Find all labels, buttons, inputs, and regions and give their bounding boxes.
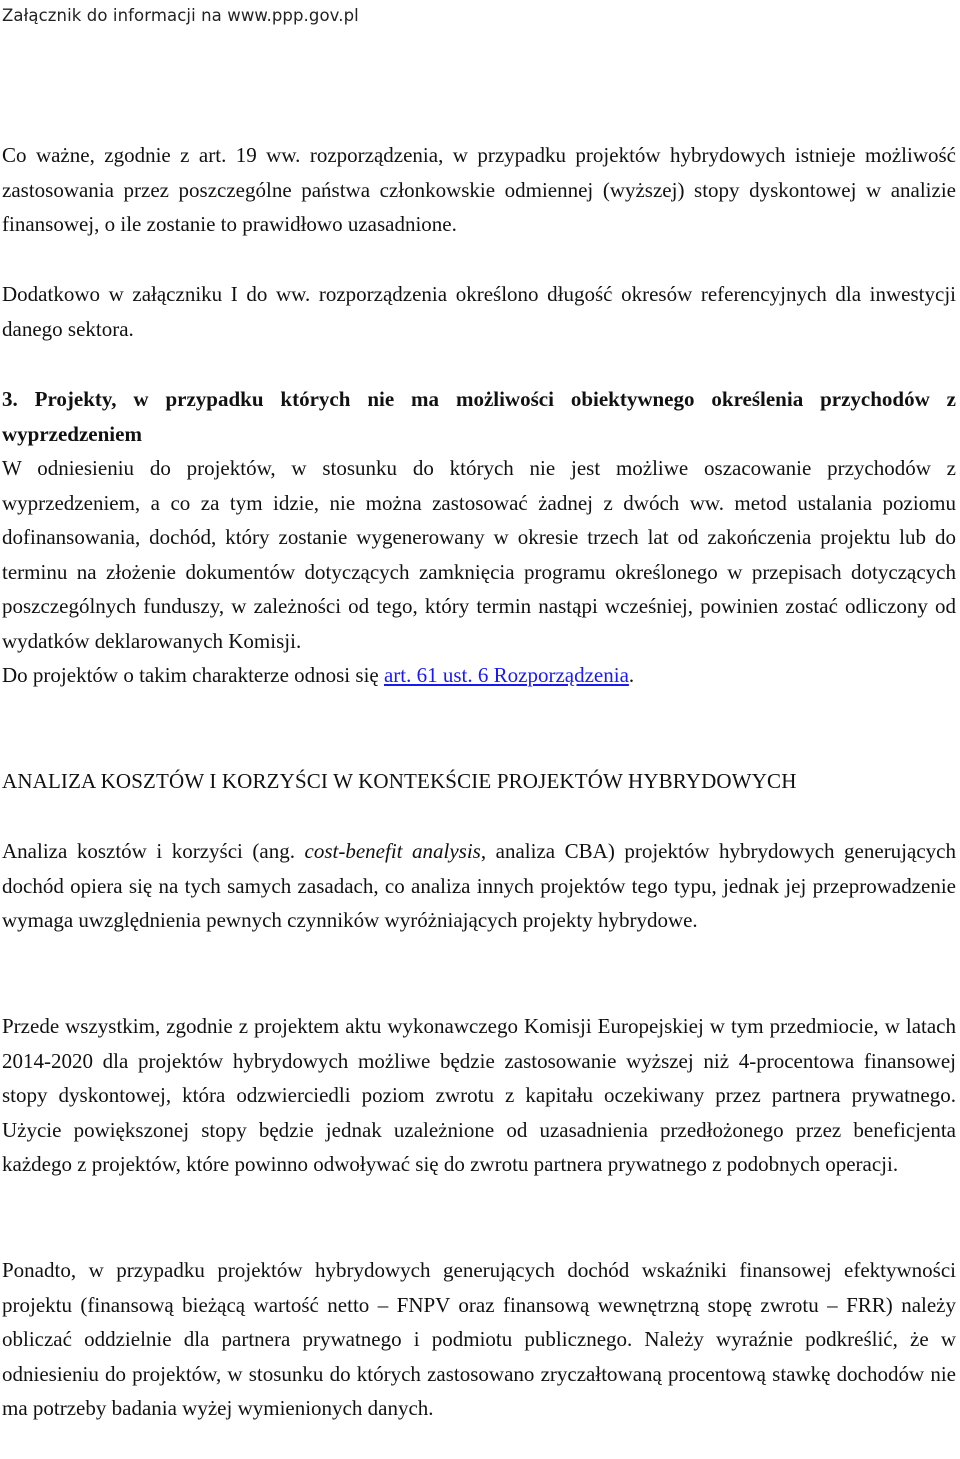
regulation-link[interactable]: art. 61 ust. 6 Rozporządzenia [383, 663, 629, 687]
reference-prefix: Do projektów o takim charakterze odnosi się [2, 663, 384, 687]
paragraph-text: Ponadto, w przypadku projektów hybrydowych generujących dochód wskaźniki finansowej efektywności projektu (finansową bieżącą wartość netto – FNPV oraz finansową wewnętrzną stopę zwrotu – FRR) należy obliczać oddzielnie dla partnera prywatnego i podmiotu publicznego. Należy wyraźnie podkreślić, że w odniesieniu do projektów, w stosunku do których zastosowano zryczałtowaną procentową stawkę dochodów nie ma potrzeby badania wyżej wymienionych danych. [2, 1258, 956, 1420]
section-3 [2, 382, 956, 693]
cba-prefix: Analiza kosztów i korzyści (ang. [2, 839, 305, 863]
paragraph-text: Przede wszystkim, zgodnie z projektem aktu wykonawczego Komisji Europejskiej w tym przedmiocie, w latach 2014-2020 dla projektów hybrydowych możliwe będzie zastosowanie wyższej niż 4-procentowa finansowej stopy dyskontowej, która odzwierciedli poziom zwrotu z kapitału oczekiwany przez partnera prywatnego. Użycie powiększonej stopy będzie jednak uzależnione od uzasadnienia przedłożonego przez beneficjenta każdego z projektów, które powinno odwoływać się do zwrotu partnera prywatnego z podobnych operacji. [2, 1014, 956, 1176]
paragraph-art19 [2, 138, 956, 242]
paragraph-text: Co ważne, zgodnie z art. 19 ww. rozporządzenia, w przypadku projektów hybrydowych istnieje możliwość zastosowania przez poszczególne państwa członkowskie odmiennej (wyższej) stopy dyskontowej w analizie finansowej, o ile zostanie to prawidłowo uzasadnione. [2, 143, 956, 236]
paragraph-text: Dodatkowo w załączniku I do ww. rozporządzenia określono długość okresów referencyjnych dla inwestycji danego sektora. [2, 282, 956, 341]
cba-italic-term: cost-benefit analysis [304, 839, 481, 863]
document-header: Załącznik do informacji na www.ppp.gov.pl [2, 6, 359, 25]
section-heading: 3. Projekty, w przypadku których nie ma możliwości obiektywnego określenia przychodów z wyprzedzeniem [2, 387, 956, 446]
paragraph-ponadto [2, 1253, 956, 1426]
paragraph-text [2, 834, 956, 938]
paragraph-przede [2, 1009, 956, 1182]
section-body: W odniesieniu do projektów, w stosunku do których nie jest możliwe oszacowanie przychodów z wyprzedzeniem, a co za tym idzie, nie można zastosować żadnej z dwóch ww. metod ustalania poziomu dofinansowania, dochód, który zostanie wygenerowany w okresie trzech lat od zakończenia projektu lub do terminu na złożenie dokumentów dotyczących zamknięcia programu określonego w przepisach dotyczących poszczególnych funduszy, w zależności od tego, który termin nastąpi wcześniej, powinien zostać odliczony od wydatków deklarowanych Komisji. [2, 456, 956, 653]
analysis-heading-block [2, 764, 956, 799]
paragraph-cba [2, 834, 956, 938]
reference-suffix: . [628, 663, 635, 687]
reference-line [2, 658, 956, 693]
cba-suffix: , analiza CBA) projektów hybrydowych generujących dochód opiera się na tych samych zasadach, co analiza innych projektów tego typu, jednak jej przeprowadzenie wymaga uwzględnienia pewnych czynników wyróżniających projekty hybrydowe. [2, 839, 956, 932]
paragraph-zalacznik [2, 277, 956, 346]
analysis-heading: ANALIZA KOSZTÓW I KORZYŚCI W KONTEKŚCIE PROJEKTÓW HYBRYDOWYCH [2, 769, 797, 793]
